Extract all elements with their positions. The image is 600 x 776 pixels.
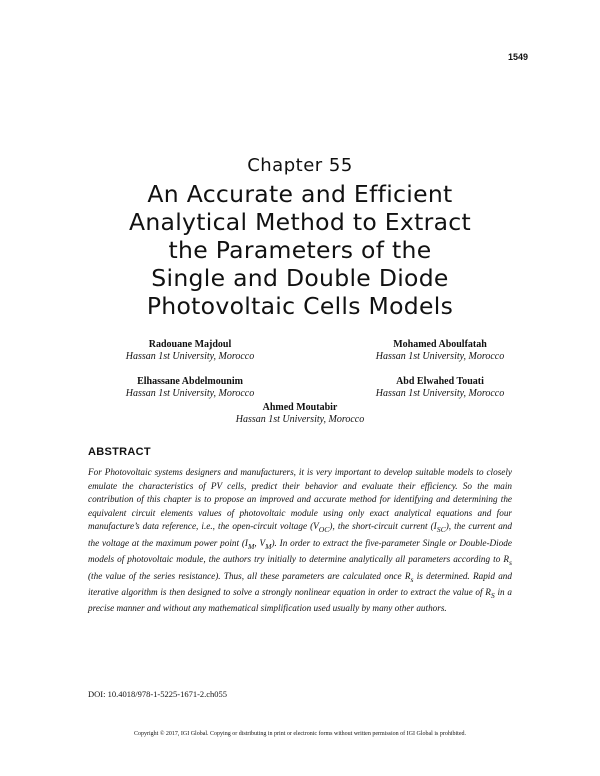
doi-line: DOI: 10.4018/978-1-5225-1671-2.ch055 [88, 689, 228, 699]
copyright-notice: Copyright © 2017, IGI Global. Copying or distributing in print or electronic forms without written permission of IGI Global is prohibited. [133, 731, 466, 737]
title-line: Single and Double Diode [151, 264, 449, 292]
subscript: s [509, 558, 512, 568]
author-block [330, 376, 550, 400]
chapter-label: Chapter 55 [247, 155, 353, 176]
abstract-text: , V [254, 537, 266, 548]
author-affiliation: Hassan 1st University, Morocco [125, 351, 255, 362]
author-name: Elhassane Abdelmounim [137, 376, 243, 387]
subscript: M [265, 541, 272, 551]
author-name: Ahmed Moutabir [262, 402, 338, 413]
author-affiliation: Hassan 1st University, Morocco [375, 388, 505, 399]
author-block [190, 402, 410, 426]
author-block [80, 339, 300, 363]
subscript: s [410, 574, 414, 584]
subscript: OC [318, 525, 330, 535]
abstract-text: in a precise manner and without any mathematical simplification used usually by many other authors. [88, 587, 512, 614]
author-affiliation: Hassan 1st University, Morocco [375, 351, 505, 362]
subscript: SC [436, 525, 446, 535]
author-affiliation: Hassan 1st University, Morocco [125, 388, 255, 399]
subscript: M [247, 541, 255, 551]
abstract-text: For Photovoltaic systems designers and manufacturers, it is very important to develop suitable models to closely emulate the characteristics of PV cells, predict their behavior and evaluate their efficiency. So the main contribution of this chapter is to propose an improved and accurate method for identifying and determining the equivalent circuit elements values of photovoltaic module using only exact analytical equations and four manufacture’s data reference, i.e., the open-circuit voltage (V [88, 467, 512, 532]
author-name: Abd Elwahed Touati [396, 376, 484, 387]
abstract-text: (the value of the series resistance). Thus, all these parameters are calculated once R [88, 570, 411, 581]
author-name: Radouane Majdoul [148, 339, 232, 350]
chapter-title [60, 180, 540, 320]
author-affiliation: Hassan 1st University, Morocco [235, 414, 365, 425]
title-line: the Parameters of the [168, 236, 432, 264]
title-line: Photovoltaic Cells Models [146, 292, 454, 320]
abstract-text: is determined. Rapid and iterative algorithm is then designed to solve a strongly nonlinear equation in order to extract the value of R [88, 570, 512, 598]
abstract-body [88, 466, 512, 616]
abstract-text: ). In order to extract the five-parameter Single or Double-Diode models of photovoltaic module, the authors try initially to determine analytically all parameters according to R [88, 537, 512, 565]
abstract-heading: ABSTRACT [88, 446, 151, 458]
subscript: S [490, 590, 495, 600]
author-name: Mohamed Aboulfatah [393, 339, 487, 350]
abstract-text: ), the short-circuit current (I [329, 521, 437, 532]
abstract-text: ), the current and the voltage at the maximum power point (I [88, 521, 512, 548]
title-line: An Accurate and Efficient [147, 180, 453, 208]
author-block [80, 376, 300, 400]
author-block [330, 339, 550, 363]
page-number: 1549 [507, 52, 528, 62]
title-line: Analytical Method to Extract [128, 208, 472, 236]
